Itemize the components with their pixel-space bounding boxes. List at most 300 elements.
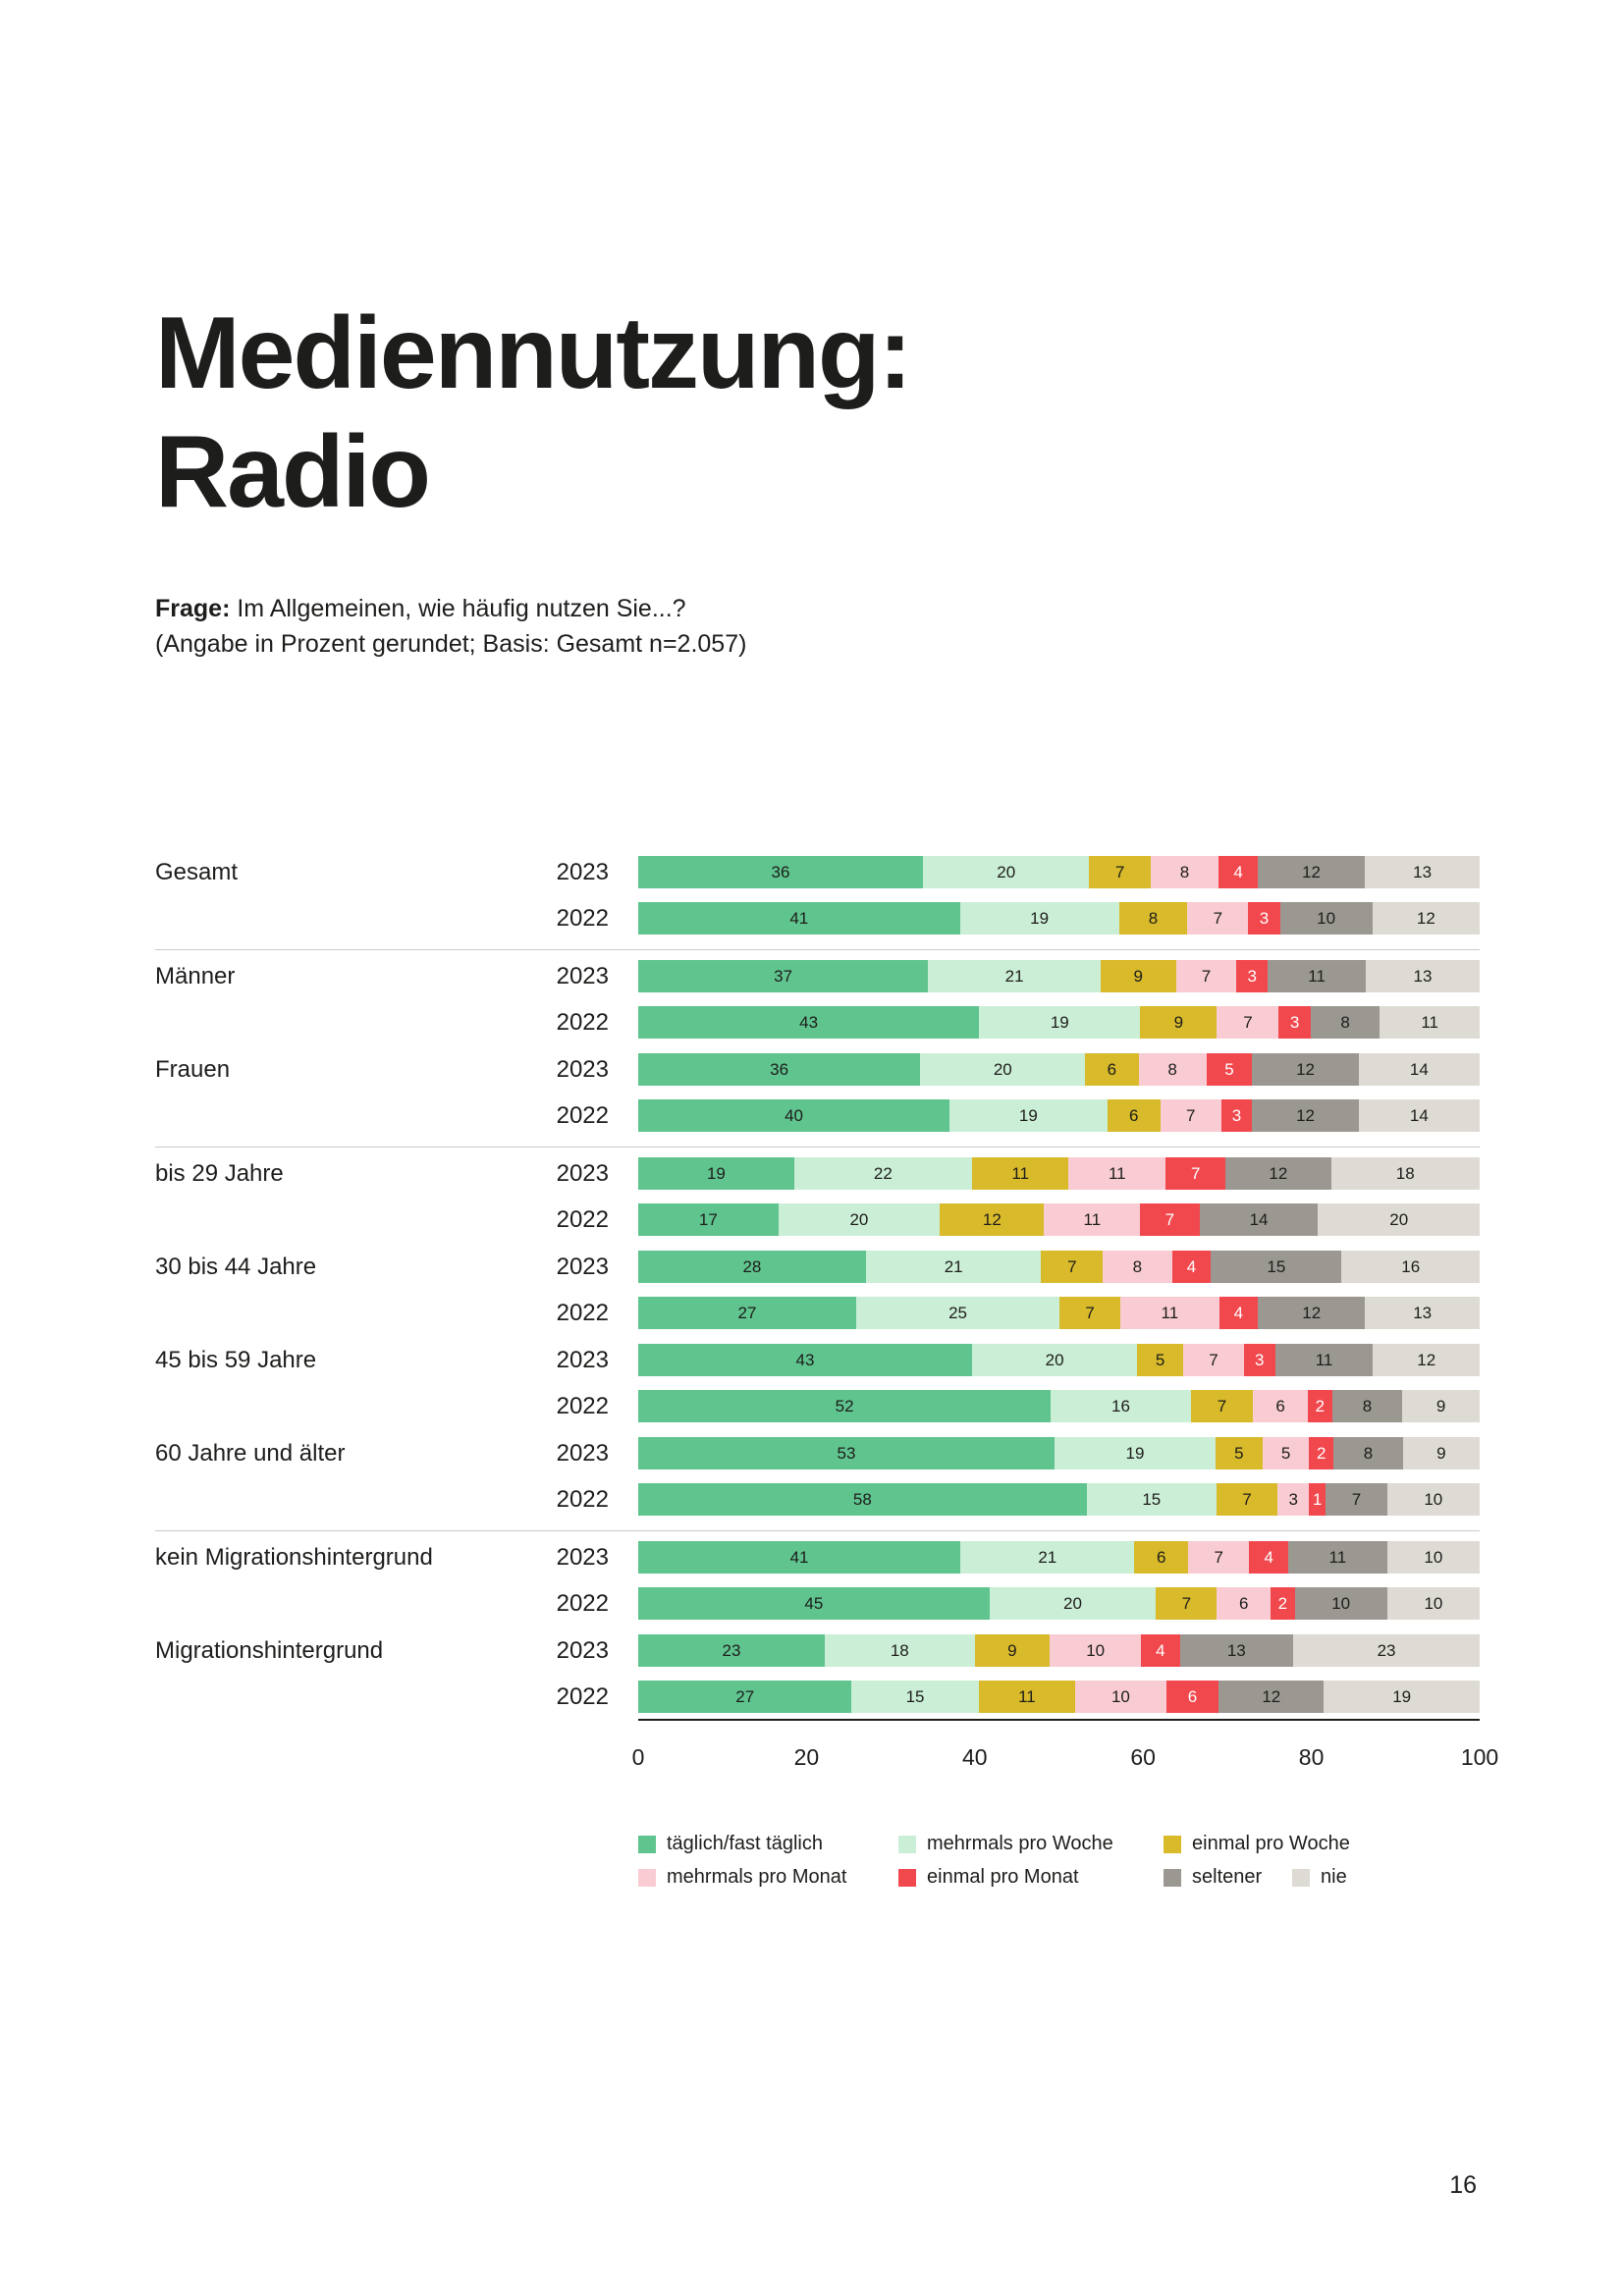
- bar-segment: [1309, 1483, 1326, 1516]
- bar-segment-label: 20: [1063, 1593, 1082, 1613]
- bar-segment-label: 7: [1243, 1012, 1253, 1032]
- bar-segment: [1172, 1251, 1212, 1283]
- bar-segment: [1156, 1587, 1217, 1620]
- bar-segment: [1165, 1157, 1225, 1190]
- legend-swatch: [1292, 1869, 1310, 1887]
- bar-segment: [1188, 1541, 1249, 1574]
- bar-segment-label: 11: [1315, 1350, 1333, 1369]
- chart-group: [155, 1344, 1480, 1422]
- chart-row: [155, 1157, 1480, 1190]
- bar-segment-label: 17: [698, 1209, 718, 1229]
- bar-segment: [1140, 1006, 1217, 1039]
- bar-segment: [1318, 1203, 1480, 1236]
- chart-group: [155, 1053, 1480, 1132]
- bar-segment: [975, 1634, 1050, 1667]
- bar-segment: [1217, 1587, 1271, 1620]
- bar-segment-label: 10: [1424, 1489, 1443, 1509]
- x-axis-tick-label: 60: [1130, 1744, 1156, 1771]
- bar-segment-label: 11: [1308, 966, 1326, 986]
- bar-segment-label: 12: [1296, 1059, 1315, 1079]
- bar-segment: [1275, 1344, 1374, 1376]
- bar-segment: [1217, 1483, 1277, 1516]
- x-axis-line: [638, 1719, 1480, 1721]
- bar-segment: [1359, 1053, 1480, 1086]
- legend-label: mehrmals pro Monat: [667, 1866, 847, 1889]
- bar-segment-label: 12: [1417, 1350, 1436, 1369]
- legend-item: [1164, 1866, 1262, 1889]
- legend-item: [638, 1833, 823, 1855]
- bar-segment: [1244, 1344, 1275, 1376]
- page-title-line-1: Mediennutzung:: [155, 296, 911, 410]
- chart-row: [155, 1099, 1480, 1132]
- bar-segment: [1166, 1681, 1219, 1713]
- bar-segment: [638, 1344, 972, 1376]
- bar-segment-label: 8: [1363, 1443, 1374, 1463]
- year-label: 2022: [556, 1205, 609, 1233]
- bar-segment-label: 12: [1302, 862, 1322, 881]
- chart-group: [155, 960, 1480, 1039]
- bar-segment: [1331, 1157, 1481, 1190]
- bar-segment: [1119, 902, 1188, 934]
- bar-segment: [1278, 1006, 1310, 1039]
- bar-segment: [1332, 1390, 1402, 1422]
- section-divider: [155, 1147, 1480, 1148]
- x-axis-ticks: [631, 1744, 1499, 1774]
- bar-segment: [920, 1053, 1085, 1086]
- bar-segment: [1191, 1390, 1254, 1422]
- bar-segment: [1288, 1541, 1387, 1574]
- bar-segment-label: 7: [1242, 1489, 1252, 1509]
- bar-segment-label: 27: [737, 1303, 757, 1322]
- bar-segment-label: 6: [1187, 1686, 1198, 1706]
- bar-segment-label: 20: [993, 1059, 1012, 1079]
- bar-segment: [1151, 856, 1219, 888]
- bar-segment-label: 8: [1132, 1256, 1143, 1276]
- chart-row: [155, 960, 1480, 992]
- bar-segment: [638, 902, 960, 934]
- bar-segment-label: 12: [1302, 1303, 1322, 1322]
- bar-segment: [1085, 1053, 1138, 1086]
- bar-segment: [1387, 1483, 1480, 1516]
- bar-segment-label: 40: [785, 1105, 804, 1125]
- bar-segment-label: 43: [799, 1012, 819, 1032]
- bar-segment-label: 6: [1157, 1547, 1166, 1567]
- year-label: 2023: [556, 962, 609, 989]
- bar-segment-label: 7: [1214, 1547, 1223, 1567]
- bar-segment-label: 16: [1401, 1256, 1421, 1276]
- bar-segment-label: 13: [1413, 966, 1433, 986]
- bar-segment: [1387, 1541, 1480, 1574]
- bar-segment-label: 8: [1167, 1059, 1177, 1079]
- bar-segment: [1308, 1390, 1332, 1422]
- bar-segment: [1059, 1297, 1120, 1329]
- bar-segment: [1207, 1053, 1253, 1086]
- bar-segment-label: 7: [1164, 1209, 1175, 1229]
- bar-segment-label: 10: [1331, 1593, 1351, 1613]
- bar-segment-label: 41: [789, 1547, 809, 1567]
- bar-segment-label: 5: [1224, 1059, 1234, 1079]
- bar-segment-label: 11: [1108, 1163, 1126, 1183]
- bar-segment-label: 9: [1173, 1012, 1184, 1032]
- bar-segment: [1263, 1437, 1310, 1469]
- legend-swatch: [1164, 1836, 1181, 1853]
- bar-segment-label: 19: [1018, 1105, 1038, 1125]
- year-label: 2022: [556, 1299, 609, 1326]
- stacked-bar-chart: [155, 856, 1499, 1899]
- chart-row: [155, 1344, 1480, 1376]
- bar-segment-label: 13: [1413, 862, 1433, 881]
- chart-group: [155, 856, 1480, 934]
- bar-segment: [979, 1006, 1140, 1039]
- legend-label: nie: [1321, 1866, 1347, 1889]
- bar-segment: [866, 1251, 1042, 1283]
- bar-segment: [1089, 856, 1150, 888]
- bar-segment-label: 28: [742, 1256, 762, 1276]
- bar-segment-label: 18: [1395, 1163, 1415, 1183]
- bar-segment: [1341, 1251, 1480, 1283]
- bar-segment-label: 7: [1351, 1489, 1362, 1509]
- legend-item: [898, 1833, 1113, 1855]
- bar-segment-label: 37: [774, 966, 793, 986]
- bar-segment-label: 7: [1201, 966, 1212, 986]
- bar-segment: [638, 1634, 825, 1667]
- bar-segment-label: 7: [1209, 1350, 1218, 1369]
- year-label: 2022: [556, 1392, 609, 1419]
- legend-label: einmal pro Woche: [1192, 1833, 1350, 1855]
- stacked-bar: [638, 1587, 1480, 1620]
- x-axis-tick-label: 100: [1460, 1744, 1499, 1771]
- bar-segment-label: 3: [1289, 1012, 1300, 1032]
- stacked-bar: [638, 1681, 1480, 1713]
- bar-segment-label: 11: [1083, 1209, 1102, 1229]
- bar-segment: [949, 1099, 1108, 1132]
- year-label: 2023: [556, 1159, 609, 1187]
- bar-segment-label: 14: [1409, 1059, 1429, 1079]
- bar-segment: [979, 1681, 1076, 1713]
- bar-segment-label: 12: [1296, 1105, 1315, 1125]
- stacked-bar: [638, 1483, 1480, 1516]
- bar-segment-label: 20: [997, 862, 1016, 881]
- bar-segment: [1108, 1099, 1161, 1132]
- bar-segment-label: 19: [1392, 1686, 1412, 1706]
- bar-segment: [1225, 1157, 1330, 1190]
- chart-row: [155, 1006, 1480, 1039]
- bar-segment-label: 3: [1231, 1105, 1242, 1125]
- bar-segment: [1333, 1437, 1403, 1469]
- x-axis-tick-label: 0: [631, 1744, 645, 1771]
- bar-segment-label: 2: [1317, 1443, 1326, 1463]
- legend-label: einmal pro Monat: [927, 1866, 1079, 1889]
- section-divider: [155, 949, 1480, 950]
- legend-row: [638, 1833, 1480, 1866]
- bar-segment-label: 9: [1007, 1640, 1017, 1660]
- stacked-bar: [638, 1541, 1480, 1574]
- bar-segment-label: 13: [1413, 1303, 1433, 1322]
- bar-segment: [1219, 1297, 1259, 1329]
- bar-segment-label: 14: [1409, 1105, 1429, 1125]
- bar-segment: [779, 1203, 941, 1236]
- stacked-bar: [638, 1053, 1480, 1086]
- legend-item: [898, 1866, 1079, 1889]
- chart-group: [155, 1251, 1480, 1329]
- legend-row: [638, 1866, 1480, 1899]
- bar-segment-label: 1: [1313, 1489, 1323, 1509]
- bar-segment-label: 5: [1234, 1443, 1244, 1463]
- bar-segment: [1253, 1390, 1308, 1422]
- chart-row: [155, 1203, 1480, 1236]
- bar-segment-label: 2: [1315, 1396, 1326, 1415]
- legend-item: [638, 1866, 846, 1889]
- group-label: kein Migrationshintergrund: [155, 1543, 433, 1571]
- bar-segment-label: 3: [1288, 1489, 1298, 1509]
- legend-label: seltener: [1192, 1866, 1263, 1889]
- bar-segment-label: 43: [795, 1350, 815, 1369]
- bar-segment-label: 10: [1110, 1686, 1130, 1706]
- stacked-bar: [638, 1634, 1480, 1667]
- legend-swatch: [638, 1836, 656, 1853]
- bar-segment: [851, 1681, 978, 1713]
- bar-segment: [1311, 1006, 1380, 1039]
- bar-segment-label: 9: [1435, 1396, 1446, 1415]
- bar-segment: [638, 1541, 960, 1574]
- bar-segment: [638, 1053, 920, 1086]
- chart-row: [155, 1587, 1480, 1620]
- year-label: 2023: [556, 1439, 609, 1467]
- bar-segment-label: 20: [849, 1209, 869, 1229]
- year-label: 2023: [556, 1543, 609, 1571]
- bar-segment: [1218, 856, 1258, 888]
- bar-segment: [856, 1297, 1059, 1329]
- bar-segment: [1252, 1053, 1358, 1086]
- bar-segment: [638, 1681, 851, 1713]
- bar-segment-label: 7: [1114, 862, 1125, 881]
- bar-segment-label: 22: [873, 1163, 893, 1183]
- bar-segment-label: 20: [1389, 1209, 1409, 1229]
- bar-segment: [1055, 1437, 1216, 1469]
- stacked-bar: [638, 1437, 1480, 1469]
- group-label: Männer: [155, 962, 236, 989]
- stacked-bar: [638, 1390, 1480, 1422]
- bar-segment: [1365, 1297, 1480, 1329]
- bar-segment-label: 3: [1259, 908, 1270, 928]
- stacked-bar: [638, 1344, 1480, 1376]
- year-label: 2023: [556, 1636, 609, 1664]
- bar-segment-label: 21: [1038, 1547, 1057, 1567]
- bar-segment-label: 58: [852, 1489, 872, 1509]
- question-text: Im Allgemeinen, wie häufig nutzen Sie...?: [230, 595, 686, 623]
- bar-segment: [1068, 1157, 1165, 1190]
- chart-row: [155, 1251, 1480, 1283]
- page-content: [155, 0, 1499, 1899]
- bar-segment: [1295, 1587, 1387, 1620]
- bar-segment: [1252, 1099, 1358, 1132]
- bar-segment-label: 45: [804, 1593, 824, 1613]
- chart-rows: [155, 856, 1480, 1713]
- bar-segment: [1248, 902, 1279, 934]
- stacked-bar: [638, 856, 1480, 888]
- bar-segment: [1176, 960, 1237, 992]
- bar-segment: [638, 1437, 1055, 1469]
- bar-segment: [1087, 1483, 1217, 1516]
- legend-item: [1164, 1833, 1350, 1855]
- bar-segment-label: 3: [1255, 1350, 1265, 1369]
- bar-segment-label: 10: [1086, 1640, 1106, 1660]
- bar-segment-label: 7: [1085, 1303, 1095, 1322]
- bar-segment-label: 7: [1190, 1163, 1201, 1183]
- bar-segment-label: 12: [1262, 1686, 1281, 1706]
- bar-segment: [972, 1157, 1069, 1190]
- bar-segment: [1326, 1483, 1386, 1516]
- chart-row: [155, 1681, 1480, 1713]
- bar-segment: [1258, 1297, 1365, 1329]
- bar-segment: [1075, 1681, 1165, 1713]
- year-label: 2023: [556, 1346, 609, 1373]
- bar-segment: [1373, 1344, 1480, 1376]
- bar-segment: [1387, 1587, 1480, 1620]
- legend-swatch: [898, 1869, 916, 1887]
- bar-segment: [1137, 1344, 1183, 1376]
- bar-segment: [1373, 902, 1480, 934]
- bar-segment: [1161, 1099, 1221, 1132]
- basis-text: (Angabe in Prozent gerundet; Basis: Gesamt n=2.057): [155, 629, 747, 658]
- bar-segment: [1051, 1390, 1190, 1422]
- bar-segment: [1359, 1099, 1480, 1132]
- bar-segment: [1041, 1251, 1103, 1283]
- bar-segment-label: 8: [1179, 862, 1190, 881]
- bar-segment-label: 11: [1161, 1303, 1179, 1322]
- bar-segment-label: 18: [890, 1640, 909, 1660]
- legend-label: mehrmals pro Woche: [927, 1833, 1113, 1855]
- bar-segment-label: 15: [905, 1686, 925, 1706]
- year-label: 2022: [556, 1485, 609, 1513]
- chart-row: [155, 1053, 1480, 1086]
- bar-segment-label: 12: [1269, 1163, 1288, 1183]
- bar-segment: [1044, 1203, 1140, 1236]
- bar-segment: [1183, 1344, 1244, 1376]
- bar-segment: [1249, 1541, 1288, 1574]
- bar-segment: [638, 960, 928, 992]
- legend-swatch: [638, 1869, 656, 1887]
- bar-segment-label: 6: [1275, 1396, 1285, 1415]
- bar-segment-label: 19: [1125, 1443, 1145, 1463]
- stacked-bar: [638, 1203, 1480, 1236]
- bar-segment: [940, 1203, 1044, 1236]
- legend-swatch: [898, 1836, 916, 1853]
- stacked-bar: [638, 960, 1480, 992]
- bar-segment: [1103, 1251, 1171, 1283]
- bar-segment: [638, 1587, 990, 1620]
- bar-segment-label: 25: [948, 1303, 967, 1322]
- bar-segment: [1180, 1634, 1294, 1667]
- chart-row: [155, 856, 1480, 888]
- bar-segment: [638, 1297, 856, 1329]
- x-axis-tick-label: 80: [1298, 1744, 1325, 1771]
- bar-segment: [638, 1006, 979, 1039]
- year-label: 2022: [556, 1682, 609, 1710]
- bar-segment-label: 21: [1004, 966, 1024, 986]
- bar-segment: [1217, 1006, 1278, 1039]
- bar-segment: [1140, 1203, 1199, 1236]
- bar-segment: [1101, 960, 1176, 992]
- chart-group: [155, 1157, 1480, 1236]
- bar-segment-label: 6: [1107, 1059, 1117, 1079]
- bar-segment: [972, 1344, 1137, 1376]
- bar-segment-label: 7: [1067, 1256, 1077, 1276]
- bar-segment-label: 12: [1416, 908, 1435, 928]
- section-divider: [155, 1530, 1480, 1531]
- bar-segment: [825, 1634, 975, 1667]
- chart-row: [155, 1634, 1480, 1667]
- bar-segment: [1200, 1203, 1319, 1236]
- x-axis-tick-label: 40: [962, 1744, 988, 1771]
- bar-segment-label: 21: [944, 1256, 963, 1276]
- bar-segment-label: 36: [771, 862, 790, 881]
- bar-segment-label: 6: [1129, 1105, 1139, 1125]
- bar-segment: [1268, 960, 1366, 992]
- bar-segment-label: 15: [1142, 1489, 1162, 1509]
- bar-segment-label: 19: [706, 1163, 726, 1183]
- chart-group: [155, 1437, 1480, 1516]
- bar-segment-label: 2: [1277, 1593, 1288, 1613]
- bar-segment: [1280, 902, 1373, 934]
- legend-swatch: [1164, 1869, 1181, 1887]
- bar-segment-label: 4: [1186, 1256, 1197, 1276]
- bar-segment-label: 4: [1233, 862, 1243, 881]
- bar-segment-label: 13: [1226, 1640, 1246, 1660]
- bar-segment-label: 7: [1213, 908, 1223, 928]
- bar-segment-label: 9: [1436, 1443, 1446, 1463]
- page-title: [155, 294, 1480, 531]
- group-label: bis 29 Jahre: [155, 1159, 284, 1187]
- bar-segment-label: 4: [1156, 1640, 1165, 1660]
- bar-segment-label: 10: [1317, 908, 1336, 928]
- bar-segment-label: 15: [1267, 1256, 1286, 1276]
- bar-segment-label: 7: [1217, 1396, 1227, 1415]
- stacked-bar: [638, 1006, 1480, 1039]
- bar-segment-label: 3: [1247, 966, 1258, 986]
- bar-segment-label: 7: [1181, 1593, 1192, 1613]
- bar-segment-label: 23: [722, 1640, 741, 1660]
- bar-segment: [638, 1203, 779, 1236]
- bar-segment: [1221, 1099, 1253, 1132]
- stacked-bar: [638, 1157, 1480, 1190]
- bar-segment-label: 23: [1377, 1640, 1396, 1660]
- bar-segment-label: 4: [1264, 1547, 1273, 1567]
- bar-segment: [990, 1587, 1157, 1620]
- bar-segment: [1218, 1681, 1324, 1713]
- bar-segment-label: 8: [1340, 1012, 1350, 1032]
- bar-segment: [638, 856, 923, 888]
- bar-segment-label: 11: [1018, 1686, 1036, 1706]
- stacked-bar: [638, 1251, 1480, 1283]
- x-axis: [631, 1719, 1499, 1774]
- bar-segment-label: 11: [1328, 1547, 1347, 1567]
- bar-segment: [960, 1541, 1134, 1574]
- chart-group: [155, 1541, 1480, 1620]
- bar-segment-label: 19: [1030, 908, 1050, 928]
- bar-segment: [1365, 856, 1480, 888]
- bar-segment: [1403, 1437, 1480, 1469]
- bar-segment-label: 36: [770, 1059, 789, 1079]
- bar-segment: [1139, 1053, 1207, 1086]
- year-label: 2022: [556, 1101, 609, 1129]
- year-label: 2023: [556, 1055, 609, 1083]
- year-label: 2022: [556, 904, 609, 932]
- bar-segment: [794, 1157, 972, 1190]
- bar-segment: [1120, 1297, 1218, 1329]
- page-number: 16: [1449, 2171, 1477, 2199]
- bar-segment-label: 7: [1185, 1105, 1196, 1125]
